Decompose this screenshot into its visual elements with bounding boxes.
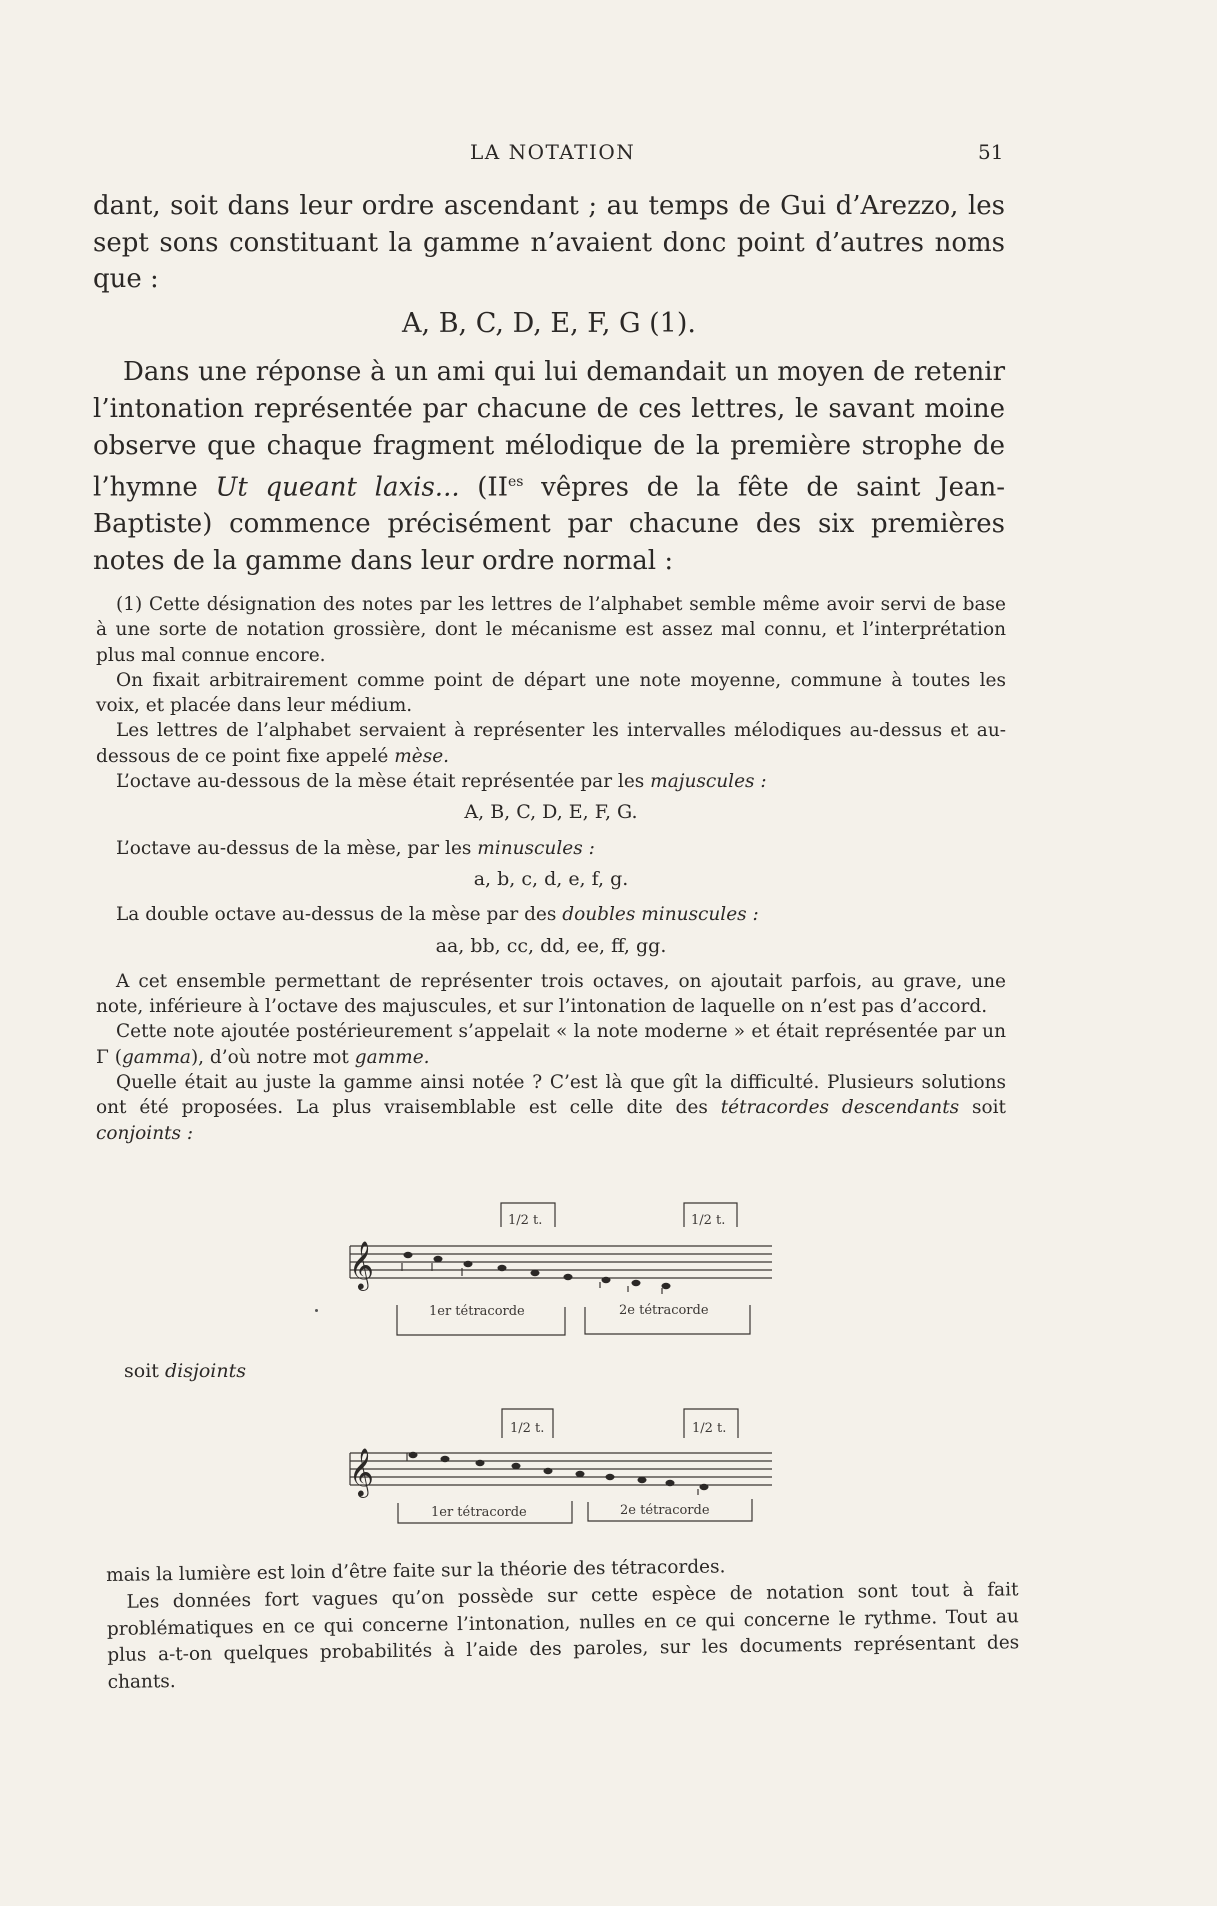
footnote-7: A cet ensemble permettant de représenter trois octaves, on ajoutait parfois, au grave, une note, inférieure à l’octave des majuscules, et sur l’intonation de laquelle on n’est pas d’accord. <box>96 970 1006 1018</box>
treble-clef-icon: 𝄞 <box>349 1240 374 1289</box>
tetracorde-label-1: 1er tétracorde <box>429 1304 525 1319</box>
footnote-9: Quelle était au juste la gamme ainsi notée ? C’est là que gît la difficulté. Plusieurs solutions ont été proposées. La plus vraisemblable est celle dite des tétracordes descendants soit conjoints : <box>96 1072 1006 1144</box>
footnote-2: On fixait arbitrairement comme point de départ une note moyenne, commune à toutes les voix, et placée dans leur médium. <box>96 669 1006 717</box>
footnote-3: Les lettres de l’alphabet servaient à représenter les intervalles mélodiques au-dessus et au-dessous de ce point fixe appelé mèse. <box>96 720 1006 767</box>
closing-line-1: mais la lumière est loin d’être faite sur la théorie des tétracordes. <box>106 1556 726 1586</box>
half-tone-label-1: 1/2 t. <box>508 1213 543 1228</box>
footnote-1: (1) Cette désignation des notes par les lettres de l’alphabet semble même avoir servi de base à une sorte de notation grossière, dont le mécanisme est assez mal connu, et l’interprétation plus mal connue encore. <box>96 594 1006 666</box>
footnotes <box>96 592 1006 1146</box>
music-example-conjoints <box>340 1195 780 1349</box>
minuscules-line: a, b, c, d, e, f, g. <box>473 867 629 890</box>
disjoints-caption: soit disjoints <box>124 1360 246 1382</box>
letters-line: A, B, C, D, E, F, G (1). <box>402 307 696 339</box>
main-text <box>93 188 1005 580</box>
tetracorde-label-2: 2e tétracorde <box>620 1503 710 1518</box>
footnote-5: L’octave au-dessus de la mèse, par les minuscules : <box>116 837 595 859</box>
footnote-6: La double octave au-dessus de la mèse par des doubles minuscules : <box>116 904 759 926</box>
paragraph-2: Dans une réponse à un ami qui lui demandait un moyen de retenir l’intonation représentée par chacune de ces lettres, le savant moine observe que chaque fragment mélodique de la première strophe de l’hymne Ut queant laxis... ($II^{es}$ vêpres de la fête de saint Jean-Baptiste) commence précisément par chacune des six premières notes de la gamme dans leur ordre normal : <box>93 357 1005 576</box>
music-example-disjoints <box>340 1403 780 1537</box>
half-tone-label-2: 1/2 t. <box>692 1421 727 1436</box>
running-head <box>0 140 1217 168</box>
treble-clef-icon: 𝄞 <box>349 1447 374 1496</box>
tetracorde-label-2: 2e tétracorde <box>619 1303 709 1318</box>
double-minuscules-line: aa, bb, cc, dd, ee, ff, gg. <box>435 934 667 957</box>
footnote-4: L’octave au-dessous de la mèse était représentée par les majuscules : <box>116 771 767 793</box>
closing-text <box>106 1550 1020 1697</box>
print-speck <box>315 1309 318 1312</box>
half-tone-label-1: 1/2 t. <box>510 1421 545 1436</box>
tetracorde-label-1: 1er tétracorde <box>431 1505 527 1520</box>
paragraph-1: dant, soit dans leur ordre ascendant ; au temps de Gui d’Arezzo, les sept sons constituant la gamme n’avaient donc point d’autres noms que : <box>93 191 1005 295</box>
hymn-title: Ut queant laxis... <box>215 472 460 503</box>
half-tone-label-2: 1/2 t. <box>691 1213 726 1228</box>
majuscules-line: A, B, C, D, E, F, G. <box>464 801 638 824</box>
footnote-8: Cette note ajoutée postérieurement s’appelait « la note moderne » et était représentée par un Γ (gamma), d’où notre mot gamme. <box>96 1021 1006 1068</box>
closing-paragraph: Les données fort vagues qu’on possède sur cette espèce de notation sont tout à fait problématiques en ce qui concerne l’intonation, nulles en ce qui concerne le rythme. Tout au plus a-t-on quelques probabilités à l’aide des paroles, sur les documents représentant des chants. <box>106 1579 1020 1694</box>
page-number: 51 <box>978 140 1004 164</box>
running-title: LA NOTATION <box>470 140 636 164</box>
